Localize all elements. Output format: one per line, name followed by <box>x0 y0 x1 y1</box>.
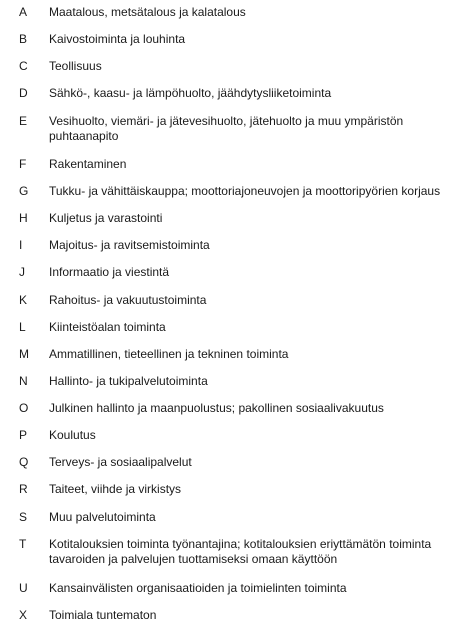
industry-code: K <box>19 293 28 307</box>
industry-label: Terveys- ja sosiaalipalvelut <box>49 455 192 469</box>
industry-code: S <box>19 510 28 524</box>
industry-code: J <box>19 265 25 279</box>
industry-label: Maatalous, metsätalous ja kalatalous <box>49 5 246 19</box>
industry-label: Ammatillinen, tieteellinen ja tekninen toiminta <box>49 347 289 361</box>
industry-label: Kansainvälisten organisaatioiden ja toimielinten toiminta <box>49 581 347 595</box>
industry-label: Julkinen hallinto ja maanpuolustus; pakollinen sosiaalivakuutus <box>49 401 384 415</box>
industry-code: L <box>19 320 26 334</box>
industry-code: H <box>19 211 28 225</box>
industry-code: C <box>19 59 28 73</box>
industry-code: O <box>19 401 29 415</box>
industry-label: Kuljetus ja varastointi <box>49 211 163 225</box>
industry-label: Toimiala tuntematon <box>49 608 157 622</box>
industry-code: U <box>19 581 28 595</box>
industry-code: R <box>19 482 28 496</box>
industry-label: Koulutus <box>49 428 96 442</box>
industry-code: D <box>19 86 28 100</box>
industry-code: A <box>19 5 28 19</box>
industry-label: Vesihuolto, viemäri- ja jätevesihuolto, jätehuolto ja muu ympäristön puhtaanapito <box>49 114 404 143</box>
industry-label: Sähkö-, kaasu- ja lämpöhuolto, jäähdytysliiketoiminta <box>49 86 332 100</box>
industry-code: T <box>19 537 27 551</box>
industry-label: Majoitus- ja ravitsemistoiminta <box>49 238 210 252</box>
industry-code: P <box>19 428 28 442</box>
industry-label: Teollisuus <box>49 59 102 73</box>
industry-code: G <box>19 184 29 198</box>
industry-label: Tukku- ja vähittäiskauppa; moottoriajoneuvojen ja moottoripyörien korjaus <box>49 184 441 198</box>
industry-label: Kotitalouksien toiminta työnantajina; kotitalouksien eriyttämätön toiminta tavaroiden ja palvelujen tuottamiseksi omaan käyttöön <box>49 537 432 566</box>
industry-label: Kaivostoiminta ja louhinta <box>49 32 186 46</box>
industry-code: E <box>19 114 28 128</box>
industry-label: Muu palvelutoiminta <box>49 510 156 524</box>
industry-code: X <box>19 608 28 622</box>
industry-label: Rahoitus- ja vakuutustoiminta <box>49 293 207 307</box>
industry-label: Informaatio ja viestintä <box>49 265 170 279</box>
industry-label: Rakentaminen <box>49 157 127 171</box>
industry-label: Hallinto- ja tukipalvelutoiminta <box>49 374 208 388</box>
industry-label: Taiteet, viihde ja virkistys <box>49 482 182 496</box>
industry-code: B <box>19 32 28 46</box>
industry-code: I <box>19 238 23 252</box>
industry-code: F <box>19 157 27 171</box>
industry-code: N <box>19 374 28 388</box>
industry-code: Q <box>19 455 29 469</box>
industry-code: M <box>19 347 29 361</box>
industry-label: Kiinteistöalan toiminta <box>49 320 166 334</box>
